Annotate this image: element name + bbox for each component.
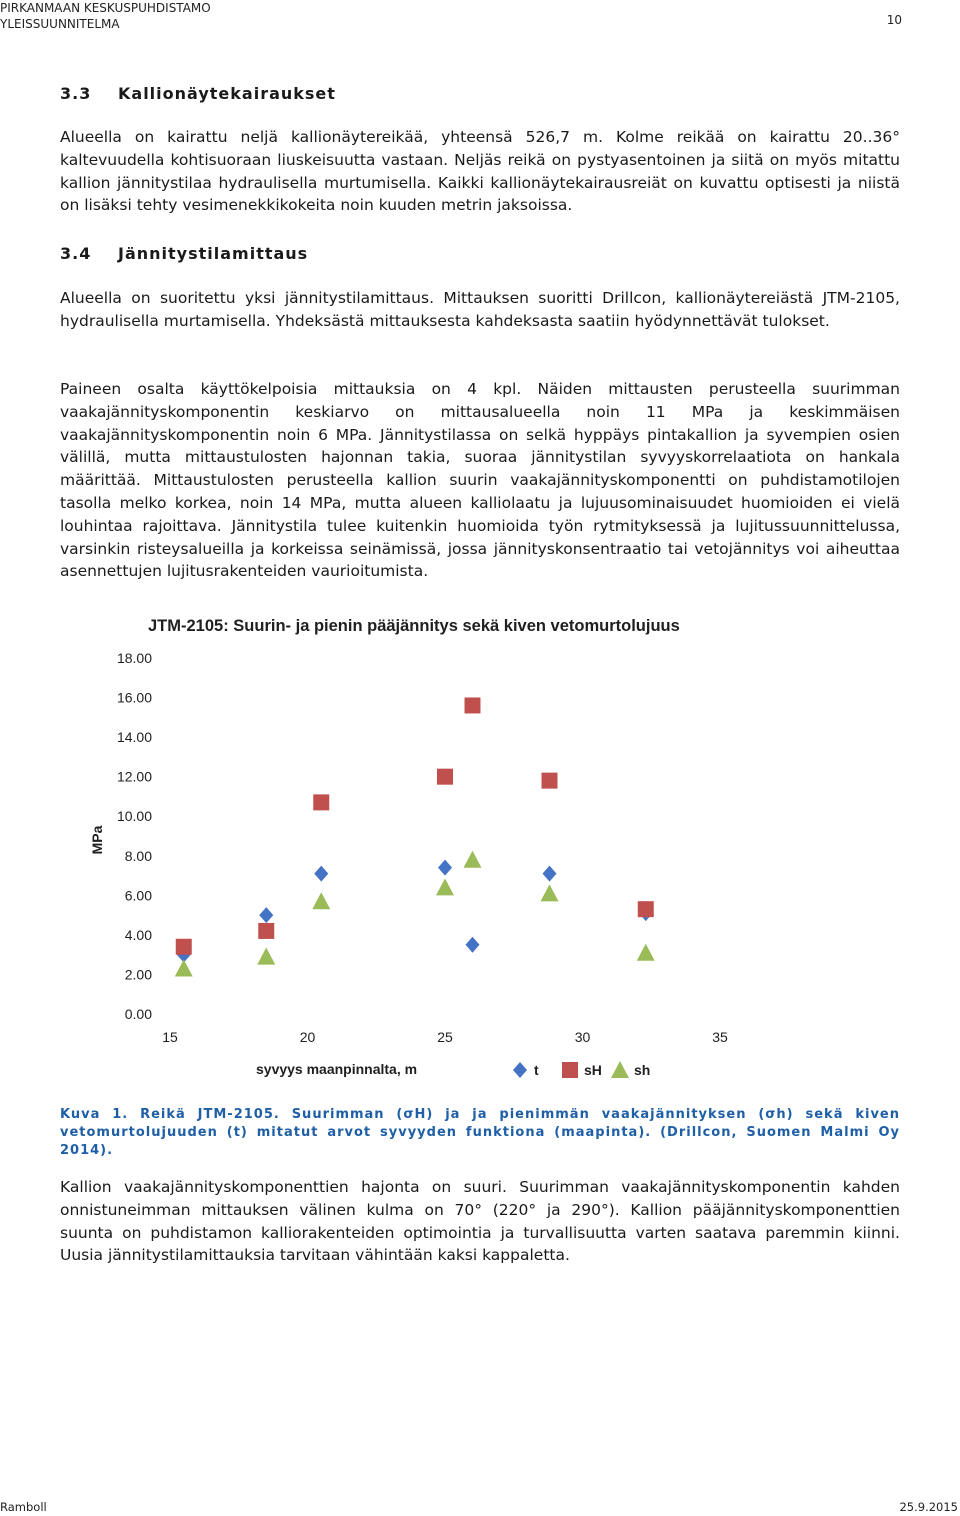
legend-label-sH: sH [584, 1062, 602, 1078]
chart-title: JTM-2105: Suurin- ja pienin pääjännitys sekä kiven vetomurtolujuus [148, 617, 680, 635]
page-number: 10 [886, 13, 902, 27]
data-point-sH [437, 769, 453, 785]
figure-caption: Kuva 1. Reikä JTM-2105. Suurimman (σH) ja ja pienimmän vaakajännityksen (σh) sekä kiven vetomurtolujuuden (t) mitatut arvot syvyyden funktiona (maapinta). (Drillcon, Suomen Malmi Oy 2014). [60, 1107, 900, 1158]
y-tick-label: 6.00 [124, 887, 152, 904]
y-tick-label: 2.00 [124, 966, 152, 983]
paragraph-3-3: Alueella on kairattu neljä kallionäytereikää, yhteensä 526,7 m. Kolme reikää on kairattu 20..36° kaltevuudella kohtisuoraan liuskeisuutta vastaan. Neljäs reikä on pystyasentoinen ja siitä on myös mitattu kallion jännitystilaa hydraulisella murtumisella. Kaikki kallionäytekairausreiät on kuvattu optisesti ja niistä on lisäksi tehty vesimenekkikokeita noin kuuden metrin jaksoissa. [60, 128, 900, 215]
x-tick-label: 30 [574, 1029, 591, 1045]
x-tick-label: 35 [712, 1029, 728, 1045]
paragraph-3-4-b: Paineen osalta käyttökelpoisia mittauksia on 4 kpl. Näiden mittausten perusteella suurimman vaakajännityskomponentin keskiarvo on mittausalueella noin 11 MPa ja keskimmäisen vaakajännityskomponentin noin 6 MPa. Jännitystilassa on selkä hyppäys pintakallion ja syvempien osien välillä, mutta mittaustulosten hajonnan takia, suoraa jännitystilan syvyyskorrelaatiota on hankala määrittää. Mittaustulosten perusteella kallion suurin vaakajännityskomponentti on puhdistamotilojen tasolla melko korkea, noin 14 MPa, mutta alueen kalliolaatu ja lujuusominaisuudet huomioiden ei vielä louhintaa rajoittava. Jännitystila tulee kuitenkin huomioida työn rytmityksessä ja lujitussuunnittelussa, varsinkin risteysalueilla ja korkeissa seinämissä, jossa jännityskonsentraatio tai vetojännitys voi aiheuttaa asennettujen lujitusrakenteiden vaurioitumista. [60, 380, 900, 581]
footer-date: 25.9.2015 [899, 1500, 958, 1514]
y-tick-label: 12.00 [116, 768, 152, 785]
y-tick-label: 0.00 [124, 1006, 152, 1022]
y-tick-label: 16.00 [116, 689, 152, 706]
x-tick-labels [162, 1029, 728, 1045]
header-doc: YLEISSUUNNITELMA [0, 17, 120, 31]
stress-chart [80, 600, 760, 1090]
section-heading-3-3 [60, 84, 336, 103]
y-tick-label: 10.00 [116, 808, 152, 825]
legend [513, 1061, 650, 1078]
data-point-sh [436, 878, 454, 895]
data-point-sh [175, 960, 193, 977]
data-point-sH [176, 939, 192, 955]
data-point-t [314, 866, 328, 882]
legend-marker-t [513, 1062, 527, 1078]
data-point-sh [541, 884, 559, 901]
data-point-sh [637, 944, 655, 961]
closing-paragraph: Kallion vaakajännityskomponenttien hajonta on suuri. Suurimman vaakajännityskomponentin kahden onnistuneimman mittauksen välinen kulma on 70° (220° ja 290°). Kallion pääjännityskomponenttien suunta on puhdistamon kalliorakenteiden optimointia ja turvallisuutta varten saatava paremmin kiinni. Uusia jännitystilamittauksia tarvitaan vähintään kaksi kappaletta. [60, 1178, 900, 1265]
data-point-sh [257, 948, 275, 965]
x-tick-label: 25 [437, 1029, 453, 1045]
legend-label-sh: sh [634, 1062, 651, 1078]
section-heading-3-4 [60, 244, 308, 263]
paragraph-3-4-a: Alueella on suoritettu yksi jännitystilamittaus. Mittauksen suoritti Drillcon, kallionäytereiästä JTM-2105, hydraulisella murtamisella. Yhdeksästä mittauksesta kahdeksasta saatiin hyödynnettävät tulokset. [60, 289, 900, 330]
section-number: 3.3 [60, 84, 92, 103]
y-tick-label: 8.00 [124, 847, 152, 864]
section-title: Jännitystilamittaus [118, 244, 309, 263]
data-point-t [466, 937, 480, 953]
data-points [175, 697, 655, 976]
x-tick-label: 15 [162, 1029, 178, 1045]
data-point-sH [638, 901, 654, 917]
data-point-sh [464, 851, 482, 868]
data-point-sH [542, 773, 558, 789]
data-point-t [259, 907, 273, 923]
x-axis-label: syvyys maanpinnalta, m [256, 1061, 418, 1077]
data-point-t [543, 866, 557, 882]
x-tick-label: 20 [299, 1029, 316, 1045]
section-title: Kallionäytekairaukset [118, 84, 336, 103]
legend-marker-sh [611, 1061, 629, 1078]
y-axis-label: MPa [89, 825, 105, 855]
y-tick-label: 4.00 [124, 926, 152, 943]
footer-company: Ramboll [0, 1500, 47, 1514]
header-org: PIRKANMAAN KESKUSPUHDISTAMO [0, 1, 211, 15]
data-point-sH [313, 794, 329, 810]
data-point-t [438, 860, 452, 876]
section-number: 3.4 [60, 244, 92, 263]
y-tick-label: 18.00 [116, 650, 152, 666]
page-header [0, 0, 211, 32]
data-point-sh [312, 892, 330, 909]
y-tick-label: 14.00 [116, 729, 152, 746]
legend-marker-sH [562, 1062, 578, 1078]
legend-label-t: t [534, 1062, 539, 1078]
data-point-sH [465, 697, 481, 713]
data-point-sH [258, 923, 274, 939]
y-tick-labels [117, 650, 152, 1022]
